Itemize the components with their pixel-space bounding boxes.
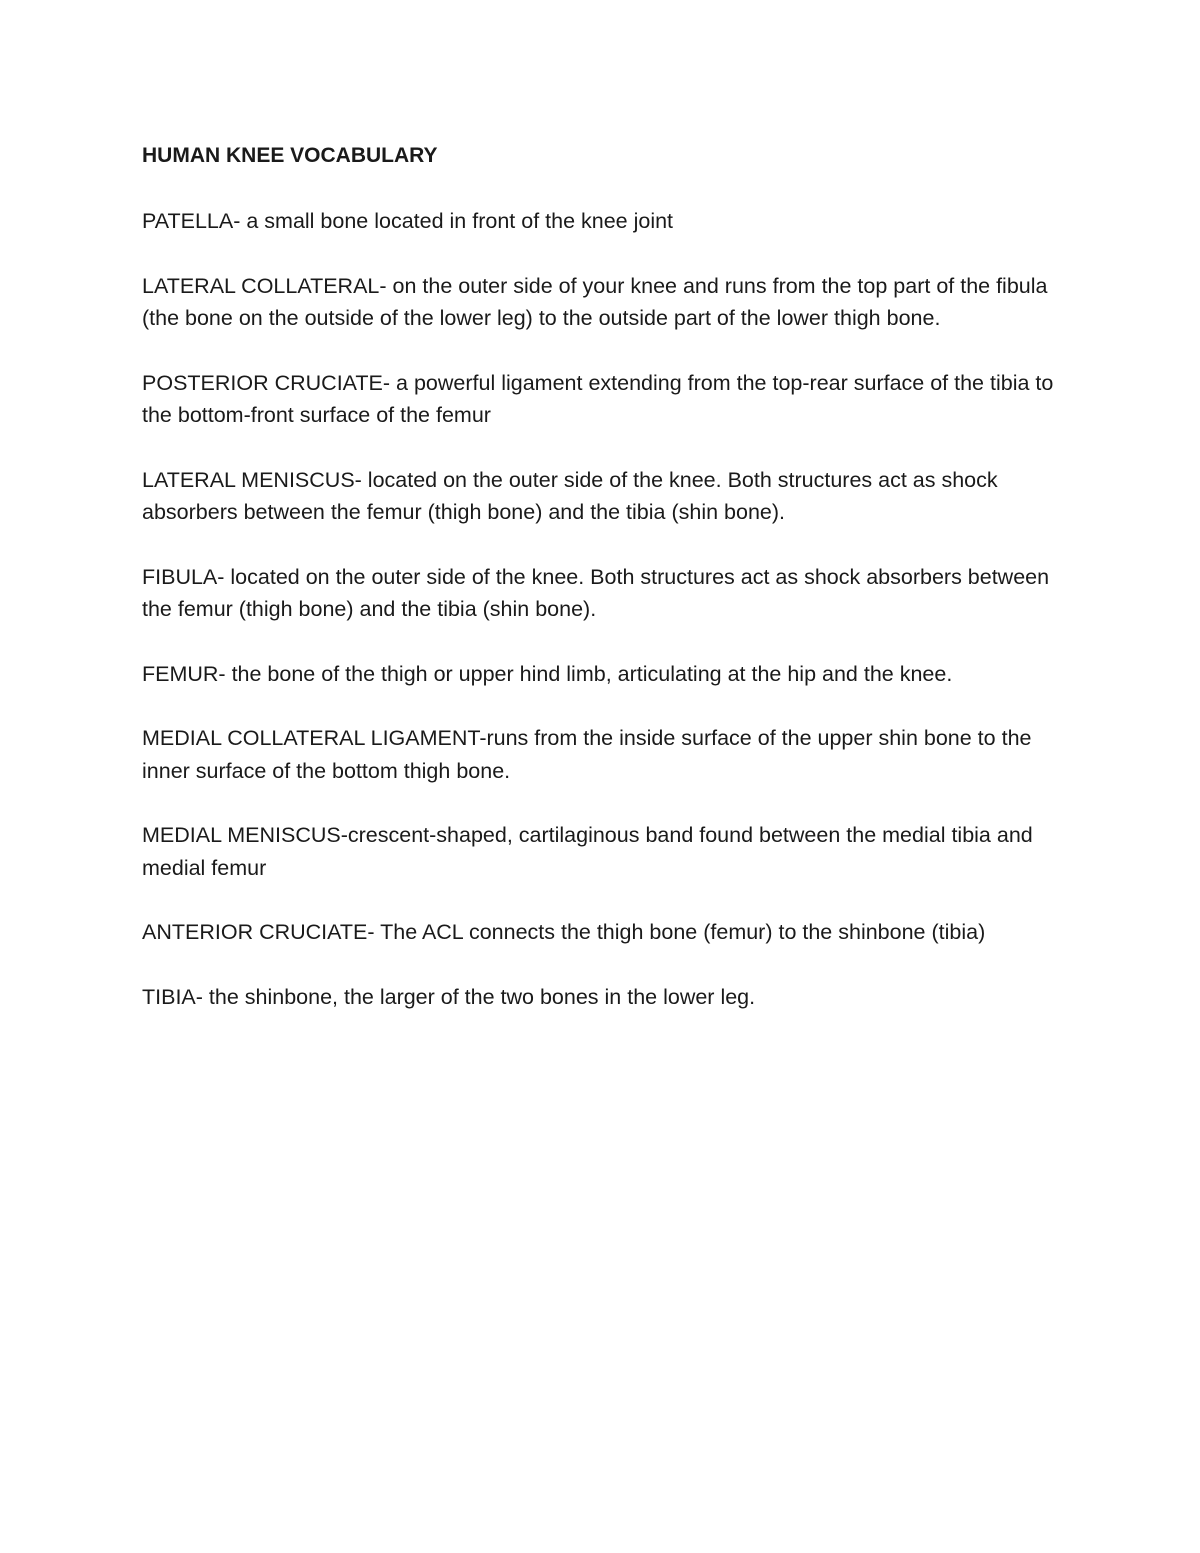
vocab-entry-patella: PATELLA- a small bone located in front of the knee joint — [142, 209, 674, 233]
vocab-entry-lateral-collateral: LATERAL COLLATERAL- on the outer side of your knee and runs from the top part of the fibula (the bone on the outside of the lower leg) to the outside part of the lower thigh bone. — [142, 273, 1048, 330]
document-title: HUMAN KNEE VOCABULARY — [142, 144, 438, 167]
vocab-entry-medial-meniscus: MEDIAL MENISCUS-crescent-shaped, cartilaginous band found between the medial tibia and medial femur — [142, 823, 1033, 880]
vocab-entry-posterior-cruciate: POSTERIOR CRUCIATE- a powerful ligament extending from the top-rear surface of the tibia to the bottom-front surface of the femur — [142, 370, 1054, 427]
vocab-entry-lateral-meniscus: LATERAL MENISCUS- located on the outer side of the knee. Both structures act as shock absorbers between the femur (thigh bone) and the tibia (shin bone). — [142, 467, 998, 524]
vocab-entry-fibula: FIBULA- located on the outer side of the knee. Both structures act as shock absorbers between the femur (thigh bone) and the tibia (shin bone). — [142, 564, 1050, 621]
vocab-entry-medial-collateral-ligament: MEDIAL COLLATERAL LIGAMENT-runs from the inside surface of the upper shin bone to the inner surface of the bottom thigh bone. — [142, 726, 1032, 783]
vocab-entry-femur: FEMUR- the bone of the thigh or upper hind limb, articulating at the hip and the knee. — [142, 661, 953, 686]
vocab-entry-tibia: TIBIA- the shinbone, the larger of the two bones in the lower leg. — [142, 984, 756, 1009]
document-body — [142, 140, 1072, 1045]
vocab-entry-anterior-cruciate: ANTERIOR CRUCIATE- The ACL connects the thigh bone (femur) to the shinbone (tibia) — [142, 920, 986, 944]
